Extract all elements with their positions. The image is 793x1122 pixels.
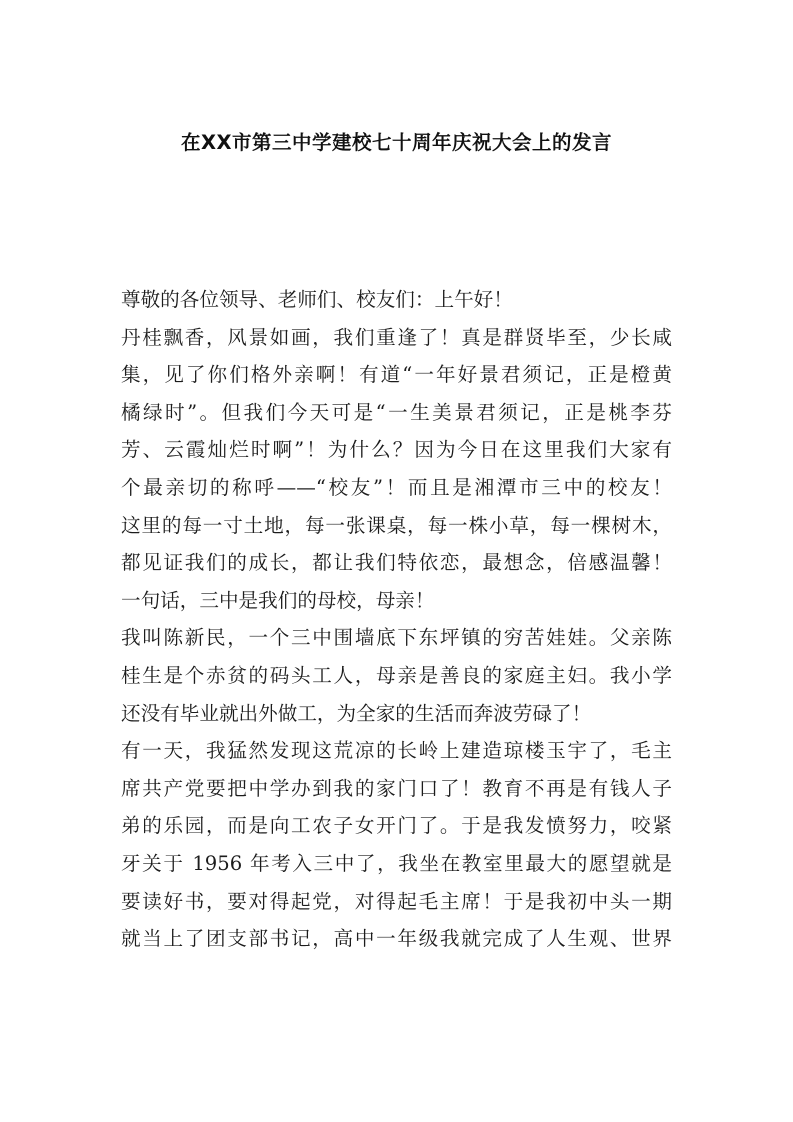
text-line: 集，见了你们格外亲啊！有道“一年好景君须记，正是橙黄 [121,363,672,387]
text-line: 我叫陈新民，一个三中围墙底下东坪镇的穷苦娃娃。父亲陈 [121,626,672,650]
text-line: 桂生是个赤贫的码头工人，母亲是善良的家庭主妇。我小学 [121,663,672,687]
text-line: 席共产党要把中学办到我的家门口了！教育不再是有钱人子 [121,776,672,800]
text-line: 丹桂飘香，风景如画，我们重逢了！真是群贤毕至，少长咸 [121,325,672,349]
text-line: 都见证我们的成长，都让我们特依恋，最想念，倍感温馨！ [121,551,672,575]
text-line: 有一天，我猛然发现这荒凉的长岭上建造琼楼玉宇了，毛主 [121,739,672,763]
text-line: 个最亲切的称呼——“校友”！而且是湘潭市三中的校友！ [121,475,672,499]
text-line: 还没有毕业就出外做工，为全家的生活而奔波劳碌了！ [121,701,592,725]
text-line: 弟的乐园，而是向工农子女开门了。于是我发愤努力，咬紧 [121,814,672,838]
text-line: 芳、云霞灿烂时啊”！为什么？因为今日在这里我们大家有 [121,438,672,462]
document-body [121,281,672,958]
text-line: 这里的每一寸土地，每一张课桌，每一株小草，每一棵树木， [121,513,672,537]
text-line: 要读好书，要对得起党，对得起毛主席！于是我初中头一期 [121,889,672,913]
document-title: 在XX市第三中学建校七十周年庆祝大会上的发言 [180,131,613,154]
text-line: 尊敬的各位领导、老师们、校友们：上午好！ [121,288,513,311]
text-line: 牙关于 1956 年考入三中了，我坐在教室里最大的愿望就是 [121,851,672,875]
text-line: 橘绿时”。但我们今天可是“一生美景君须记，正是桃李芬 [121,400,672,424]
text-line: 就当上了团支部书记，高中一年级我就完成了人生观、世界 [121,927,672,951]
text-line: 一句话，三中是我们的母校，母亲！ [121,588,435,612]
